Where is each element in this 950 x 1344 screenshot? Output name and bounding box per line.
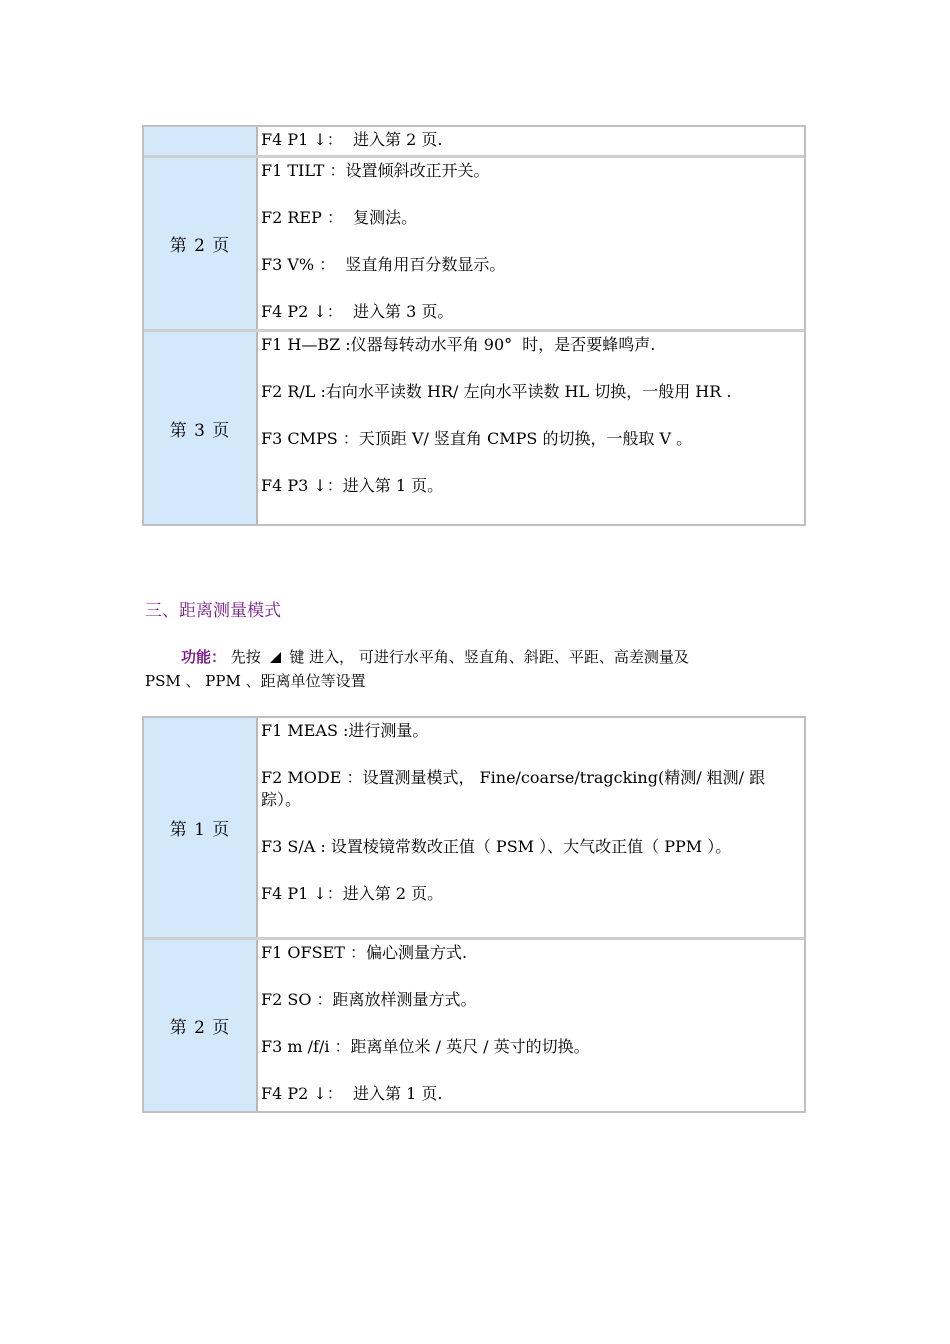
triangle-key-icon <box>270 652 281 663</box>
function-paragraph <box>145 645 805 693</box>
row-content <box>258 940 804 1111</box>
row-label <box>144 127 258 155</box>
table-row <box>144 158 804 332</box>
function-text-1: 先按 <box>230 648 261 666</box>
row-content <box>258 158 804 329</box>
function-text-3: PSM 、 PPM 、距离单位等设置 <box>145 672 366 690</box>
row-label: 第 2 页 <box>144 158 258 329</box>
function-label: 功能： <box>181 648 227 666</box>
text-line: F4 P1 ↓：进入第 2 页。 <box>261 884 444 903</box>
text-line: F2 REP ： 复测法。 <box>261 208 418 227</box>
row-content <box>258 332 804 524</box>
table-row <box>144 940 804 1111</box>
settings-table-1 <box>142 125 806 526</box>
row-label: 第 2 页 <box>144 940 258 1111</box>
text-line: F4 P3 ↓：进入第 1 页。 <box>261 476 444 495</box>
text-line: F1 OFSET ：偏心测量方式. <box>261 943 468 962</box>
text-line: F1 H—BZ :仪器每转动水平角 90° 时，是否要蜂鸣声. <box>261 335 656 354</box>
function-text-2: 键 进入， 可进行水平角、竖直角、斜距、平距、高差测量及 <box>289 648 689 666</box>
text-line: F3 V% ： 竖直角用百分数显示。 <box>261 255 506 274</box>
text-line: F1 TILT ：设置倾斜改正开关。 <box>261 161 490 180</box>
text-line: F3 S/A : 设置棱镜常数改正值（ PSM ）、大气改正值（ PPM ）。 <box>261 837 732 856</box>
text-line: F3 m /f/i ：距离单位米 / 英尺 / 英寸的切换。 <box>261 1037 590 1056</box>
text-line: F4 P2 ↓： 进入第 1 页. <box>261 1084 443 1103</box>
table-row <box>144 127 804 158</box>
text-line: F2 R/L :右向水平读数 HR/ 左向水平读数 HL 切换，一般用 HR . <box>261 382 732 401</box>
text-line: F2 MODE ：设置测量模式， Fine/coarse/tragcking(精测/ 粗测/ 跟踪）。 <box>261 768 766 809</box>
section-heading: 三、距离测量模式 <box>145 601 281 621</box>
text-line: F1 MEAS :进行测量。 <box>261 721 429 740</box>
row-label: 第 3 页 <box>144 332 258 524</box>
row-content <box>258 127 804 155</box>
text-line: F2 SO ：距离放样测量方式。 <box>261 990 477 1009</box>
table-row <box>144 718 804 940</box>
text-line: F3 CMPS ：天顶距 V/ 竖直角 CMPS 的切换，一般取 V 。 <box>261 429 693 448</box>
text-line: F4 P1 ↓： 进入第 2 页. <box>261 130 443 149</box>
text-line: F4 P2 ↓： 进入第 3 页。 <box>261 302 454 321</box>
table-row <box>144 332 804 524</box>
settings-table-2 <box>142 716 806 1113</box>
row-content <box>258 718 804 937</box>
row-label: 第 1 页 <box>144 718 258 937</box>
